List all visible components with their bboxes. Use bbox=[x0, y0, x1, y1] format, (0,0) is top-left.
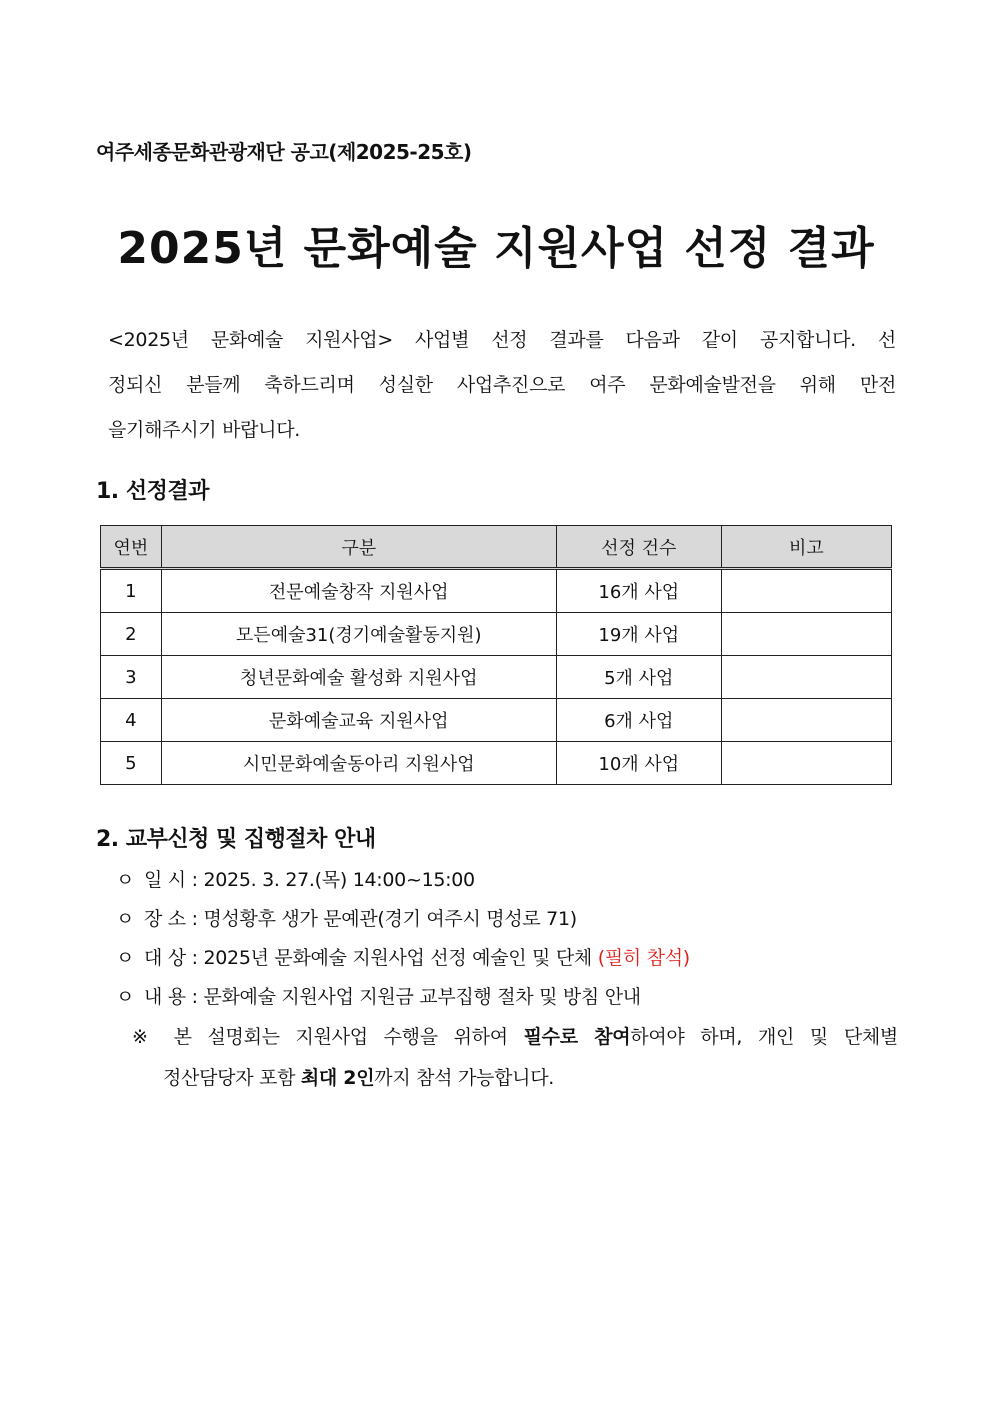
bullet-icon: ㅇ bbox=[116, 869, 135, 891]
intro-line: 정되신 분들께 축하드리며 성실한 사업추진으로 여주 문화예술발전을 위해 만전 bbox=[108, 374, 896, 396]
table-row bbox=[101, 569, 892, 613]
section1-heading: 1. 선정결과 bbox=[96, 479, 209, 504]
cell-no: 4 bbox=[101, 699, 162, 742]
cell-count: 16개 사업 bbox=[556, 569, 721, 613]
item-text: 문화예술 지원사업 지원금 교부집행 절차 및 방침 안내 bbox=[203, 986, 641, 1008]
page-title: 2025년 문화예술 지원사업 선정 결과 bbox=[117, 223, 875, 274]
briefing-note bbox=[132, 1017, 898, 1099]
item-label: 대 상 : bbox=[144, 947, 198, 969]
cell-category: 모든예술31(경기예술활동지원) bbox=[161, 613, 556, 656]
cell-count: 10개 사업 bbox=[556, 742, 721, 785]
table-row bbox=[101, 613, 892, 656]
procedure-list bbox=[116, 861, 898, 1017]
list-item bbox=[116, 978, 898, 1017]
note-line bbox=[132, 1017, 898, 1058]
item-label: 내 용 : bbox=[144, 986, 198, 1008]
table-row bbox=[101, 656, 892, 699]
cell-count: 6개 사업 bbox=[556, 699, 721, 742]
cell-no: 3 bbox=[101, 656, 162, 699]
cell-no: 1 bbox=[101, 569, 162, 613]
header-category: 구분 bbox=[161, 526, 556, 569]
list-item bbox=[116, 939, 898, 978]
cell-remarks bbox=[721, 613, 891, 656]
header-count: 선정 건수 bbox=[556, 526, 721, 569]
note-text: 까지 참석 가능합니다. bbox=[374, 1067, 554, 1089]
note-text: 하여야 하며, 개인 및 단체별 bbox=[630, 1026, 898, 1048]
table-row bbox=[101, 699, 892, 742]
selection-results-table bbox=[100, 525, 892, 785]
cell-category: 전문예술창작 지원사업 bbox=[161, 569, 556, 613]
cell-no: 5 bbox=[101, 742, 162, 785]
intro-paragraph bbox=[108, 318, 896, 453]
intro-line: <2025년 문화예술 지원사업> 사업별 선정 결과를 다음과 같이 공지합니다. 선 bbox=[108, 329, 896, 351]
note-line bbox=[132, 1058, 898, 1099]
intro-line: 을기해주시기 바랍니다. bbox=[108, 419, 301, 441]
item-label: 일 시 : bbox=[144, 869, 198, 891]
item-text: 2025년 문화예술 지원사업 선정 예술인 및 단체 bbox=[203, 947, 592, 969]
table-row bbox=[101, 742, 892, 785]
note-text: 본 설명회는 지원사업 수행을 위하여 bbox=[173, 1026, 508, 1048]
cell-remarks bbox=[721, 656, 891, 699]
bullet-icon: ㅇ bbox=[116, 986, 135, 1008]
cell-remarks bbox=[721, 569, 891, 613]
notice-number: 여주세종문화관광재단 공고(제2025-25호) bbox=[96, 140, 472, 164]
item-text: 2025. 3. 27.(목) 14:00~15:00 bbox=[203, 869, 475, 891]
header-remarks: 비고 bbox=[721, 526, 891, 569]
cell-category: 시민문화예술동아리 지원사업 bbox=[161, 742, 556, 785]
note-emphasis: 최대 2인 bbox=[300, 1067, 375, 1089]
cell-category: 문화예술교육 지원사업 bbox=[161, 699, 556, 742]
section2-heading: 2. 교부신청 및 집행절차 안내 bbox=[96, 827, 376, 852]
list-item bbox=[116, 900, 898, 939]
note-emphasis: 필수로 참여 bbox=[523, 1026, 631, 1048]
note-text: 정산담당자 포함 bbox=[163, 1067, 296, 1089]
bullet-icon: ㅇ bbox=[116, 947, 135, 969]
cell-category: 청년문화예술 활성화 지원사업 bbox=[161, 656, 556, 699]
cell-no: 2 bbox=[101, 613, 162, 656]
note-mark: ※ bbox=[132, 1026, 158, 1048]
list-item bbox=[116, 861, 898, 900]
item-text: 명성황후 생가 문예관(경기 여주시 명성로 71) bbox=[203, 908, 577, 930]
cell-remarks bbox=[721, 742, 891, 785]
table-header-row bbox=[101, 526, 892, 569]
attendance-required-note: (필히 참석) bbox=[597, 947, 690, 969]
cell-count: 19개 사업 bbox=[556, 613, 721, 656]
cell-remarks bbox=[721, 699, 891, 742]
header-no: 연번 bbox=[101, 526, 162, 569]
bullet-icon: ㅇ bbox=[116, 908, 135, 930]
item-label: 장 소 : bbox=[144, 908, 198, 930]
cell-count: 5개 사업 bbox=[556, 656, 721, 699]
